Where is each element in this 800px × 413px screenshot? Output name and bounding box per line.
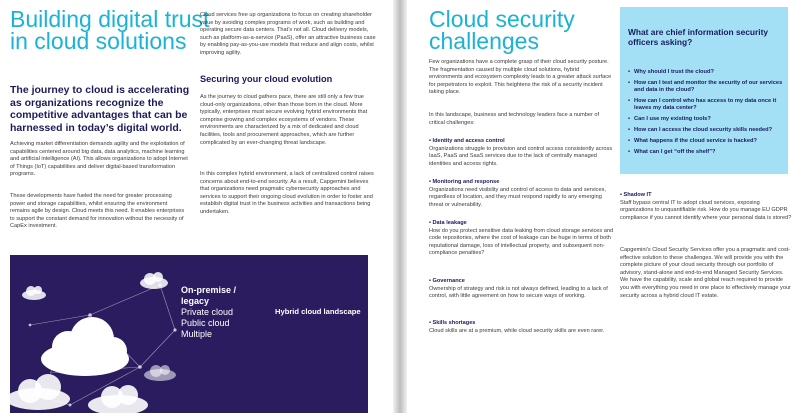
- challenge-text: Organizations struggle to provision and control access consistently across IaaS, PaaS and SaaS services due to the lack of centrally managed identities and access rights.: [429, 145, 613, 167]
- capgemini-offer-paragraph: Capgemini’s Cloud Security Services offer you a pragmatic and cost-effective solution to these challenges. We will provide you with the complete picture of your cloud security through our portfolio of advisory, stand-alone and end-to-end Managed Security Services. We have the capability, scale and global reach required to provide you with everything you need in one place to effectively manage your security across a hybrid cloud IT estate.: [620, 247, 791, 299]
- question-item: • What happens if the cloud service is hacked?: [628, 138, 783, 145]
- challenge-title: • Shadow IT: [620, 192, 652, 198]
- multiple-label: Multiple: [181, 329, 213, 339]
- page-fold: [393, 0, 407, 413]
- challenge-title: • Data leakage: [429, 220, 467, 226]
- securing-heading: Securing your cloud evolution: [200, 74, 333, 84]
- left-page: [0, 0, 393, 413]
- challenge-title: • Governance: [429, 278, 465, 284]
- right-page-title: Cloud security challenges: [429, 6, 575, 54]
- question-item: • How can I test and monitor the security of our services and data in the cloud?: [628, 80, 783, 95]
- middle-body-paragraph-3: In this complex hybrid environment, a lack of centralized control raises concerns about end-to-end security. As a result, Capgemini believes that organizations need pragmatic cybersecurity approaches and services to support their ongoing cloud evolution in order to foster and establish digital trust in the business activities and transactions being undertaken.: [200, 171, 374, 215]
- right-page: [407, 0, 800, 413]
- question-item: • What can I get “off the shelf”?: [628, 149, 783, 156]
- cloud-icon: [41, 317, 129, 376]
- right-intro-paragraph-1: Few organizations have a complete grasp of their cloud security posture. The fragmentation caused by multiple cloud solutions, hybrid environments and ecosystem complexity leads to a greater attack surface for perpetrators to exploit. This heightens the risk of a security incident taking place.: [429, 59, 612, 96]
- ciso-questions-title: What are chief information security officers asking?: [628, 27, 769, 47]
- challenge-text: Staff bypass central IT to adopt cloud services, exposing organizations to unquantifiable risk. How do you manage EU GDPR compliance if you cannot identify where your personal data is stored?: [620, 199, 792, 221]
- challenge-identity-access: [429, 138, 614, 168]
- hybrid-cloud-label: Hybrid cloud landscape: [275, 307, 361, 316]
- challenge-title: • Monitoring and response: [429, 179, 500, 185]
- challenge-skills-shortages: [429, 320, 614, 335]
- challenge-governance: [429, 278, 614, 301]
- ciso-questions-box: [620, 7, 788, 174]
- challenge-title: • Identity and access control: [429, 138, 505, 144]
- question-item: • Can I use my existing tools?: [628, 116, 783, 123]
- question-item: • Why should I trust the cloud?: [628, 69, 783, 76]
- on-premise-label: On-premise / legacy: [181, 285, 237, 306]
- left-body-paragraph-1: Achieving market differentiation demands agility and the exploitation of capabilities centered around big data, data analytics, machine learning and artificial intelligence (AI). This allows organizations to adopt Internet of Things (IoT) capabilities and deliver digital-based transformation programs.: [10, 141, 188, 178]
- middle-body-paragraph-2: As the journey to cloud gathers pace, there are still only a few true cloud-only organizations, other than those born in the cloud. More typically, enterprises must secure evolving hybrid environments that comprise growing and complex ecosystems of vendors. These environments are characterized by a mix of dedicated and cloud facilities, tools and procurement approaches, which are further complicated by an ever-changing threat landscape.: [200, 94, 368, 146]
- ciso-questions-list: [628, 69, 783, 159]
- question-item: • How can I control who has access to my data once it leaves my data center?: [628, 98, 783, 113]
- challenge-title: • Skills shortages: [429, 320, 476, 326]
- on-premise-label-group: [181, 285, 261, 340]
- public-cloud-label: Public cloud: [181, 318, 230, 328]
- hybrid-cloud-illustration: [10, 255, 368, 413]
- challenge-data-leakage: [429, 220, 614, 258]
- challenge-monitoring-response: [429, 179, 614, 209]
- middle-body-paragraph-1: Cloud services free up organizations to focus on creating shareholder value by avoiding complex programs of work, such as building and operating secure data centers. That’s not all. Cloud delivery models, such as platform-as-a-service (PaaS), offer an attractive business case by enabling pay-as-you-use models that reduce and align costs, whilst improving agility.: [200, 12, 376, 56]
- left-body-paragraph-2: These developments have fueled the need for greater processing power and storage capabilities, whilst ensuring the environment remains agile by design. Cloud meets this need. It enables enterprises to support the constant demand for innovation without the necessity of CapEx investment.: [10, 193, 185, 230]
- left-lead-paragraph: The journey to cloud is accelerating as organizations recognize the competitive advantages that can be harnessed in today’s digital world.: [10, 84, 190, 134]
- question-item: • How can I access the cloud security skills needed?: [628, 127, 783, 134]
- challenge-text: Organizations need visibility and control of access to data and services, regardless of location, and they must respond rapidly to any emerging threat or vulnerability.: [429, 186, 606, 208]
- challenge-shadow-it: [620, 192, 792, 222]
- challenge-text: How do you protect sensitive data leaking from cloud storage services and code repositories, where the cost of leakage can be huge in terms of both reputational damage, loss of intellectual property, and subsequent non-compliance penalties?: [429, 227, 614, 257]
- challenge-text: Ownership of strategy and risk is not always defined, leading to a lack of control, with little agreement on how to secure ways of working.: [429, 285, 608, 300]
- private-cloud-label: Private cloud: [181, 307, 234, 317]
- left-page-title: Building digital trust in cloud solutions: [10, 6, 210, 54]
- challenge-text: Cloud skills are at a premium, while cloud security skills are even rarer.: [429, 327, 605, 334]
- right-intro-paragraph-2: In this landscape, business and technology leaders face a number of critical challenges:: [429, 112, 600, 126]
